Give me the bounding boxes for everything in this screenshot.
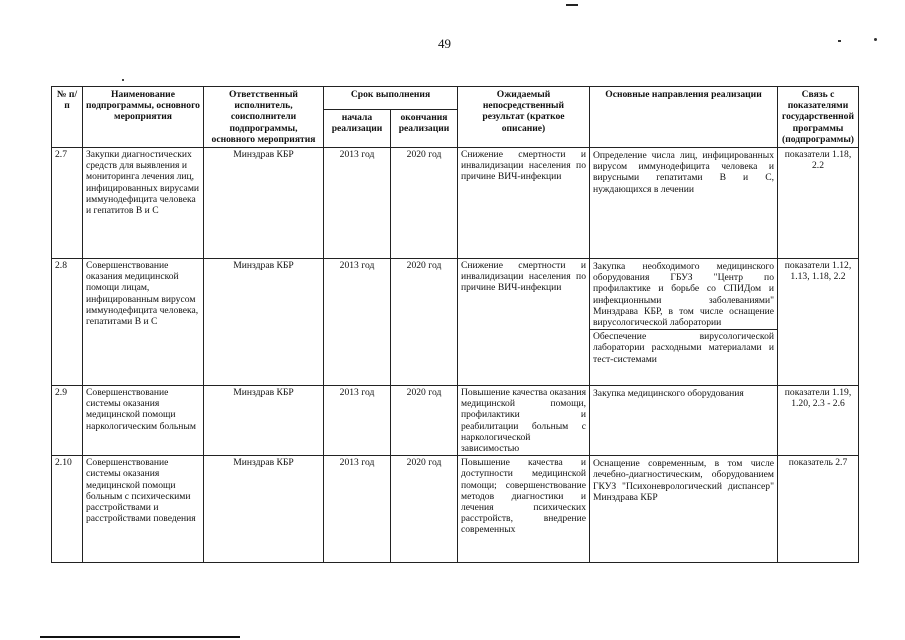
row-num: 2.10 <box>52 456 83 563</box>
row-name: Совершенствование оказания медицинской помощи лицам, инфицированным вирусом иммунодефицита человека, гепатитами В и С <box>83 259 204 386</box>
row-executor: Минздрав КБР <box>204 259 324 386</box>
row-directions <box>590 259 778 386</box>
row-name: Совершенствование системы оказания медицинской помощи наркологическим больным <box>83 386 204 456</box>
header-directions: Основные направления реализации <box>590 87 778 148</box>
row-executor: Минздрав КБР <box>204 456 324 563</box>
header-name: Наименование подпрограммы, основного мероприятия <box>83 87 204 148</box>
row-end: 2020 год <box>391 259 458 386</box>
header-link: Связь с показателями государственной программы (подпрограммы) <box>778 87 859 148</box>
row-link: показатели 1.18, 2.2 <box>778 148 859 259</box>
row-directions <box>590 386 778 456</box>
row-start: 2013 год <box>324 148 391 259</box>
direction-item: Оснащение современным, в том числе лечебно-диагностическим, оборудованием ГКУЗ "Психоневрологический диспансер" Минздрава КБР <box>593 458 774 503</box>
row-start: 2013 год <box>324 259 391 386</box>
row-result: Снижение смертности и инвалидизации населения по причине ВИЧ-инфекции <box>458 259 590 386</box>
header-end: окончания реализации <box>391 109 458 147</box>
row-start: 2013 год <box>324 456 391 563</box>
scan-speck <box>874 38 877 41</box>
scan-speck <box>838 40 841 42</box>
row-executor: Минздрав КБР <box>204 386 324 456</box>
header-num: № п/п <box>52 87 83 148</box>
header-row <box>52 87 859 110</box>
row-directions <box>590 456 778 563</box>
row-end: 2020 год <box>391 386 458 456</box>
header-executor: Ответственный исполнитель, соисполнители подпрограммы, основного мероприятия <box>204 87 324 148</box>
header-start: начала реализации <box>324 109 391 147</box>
row-result: Снижение смертности и инвалидизации населения по причине ВИЧ-инфекции <box>458 148 590 259</box>
page-number: 49 <box>438 36 451 51</box>
row-name: Закупки диагностических средств для выявления и мониторинга лечения лиц, инфицированных вирусами иммунодефицита человека и гепатитов В и С <box>83 148 204 259</box>
row-num: 2.8 <box>52 259 83 386</box>
row-directions <box>590 148 778 259</box>
direction-item: Обеспечение вирусологической лаборатории расходными материалами и тест-системами <box>590 329 777 366</box>
row-link: показатель 2.7 <box>778 456 859 563</box>
row-result: Повышение качества оказания медицинской помощи, профилактики и реабилитации больным с наркологической зависимостью <box>458 386 590 456</box>
row-executor: Минздрав КБР <box>204 148 324 259</box>
row-num: 2.9 <box>52 386 83 456</box>
row-end: 2020 год <box>391 456 458 563</box>
table-row <box>52 259 859 386</box>
direction-item: Закупка необходимого медицинского оборудования ГБУЗ "Центр по профилактике и борьбе со СПИДом и инфекционными заболеваниями" Минздрава КБР, в том числе оснащение вирусологической лаборатории <box>593 261 774 329</box>
row-link: показатели 1.19, 1.20, 2.3 - 2.6 <box>778 386 859 456</box>
direction-item: Закупка медицинского оборудования <box>593 388 744 400</box>
header-result: Ожидаемый непосредственный результат (краткое описание) <box>458 87 590 148</box>
scan-speck <box>122 79 124 81</box>
row-result: Повышение качества и доступности медицинской помощи; совершенствование методов диагностики и лечения психических расстройств, внедрение современных <box>458 456 590 563</box>
row-name: Совершенствование системы оказания медицинской помощи больным с психическими расстройствами и расстройствами поведения <box>83 456 204 563</box>
table-row <box>52 386 859 456</box>
row-link: показатели 1.12, 1.13, 1.18, 2.2 <box>778 259 859 386</box>
row-num: 2.7 <box>52 148 83 259</box>
top-dash-mark <box>566 4 578 6</box>
row-start: 2013 год <box>324 386 391 456</box>
row-end: 2020 год <box>391 148 458 259</box>
table-row <box>52 148 859 259</box>
program-table <box>51 86 859 563</box>
bottom-rule <box>40 636 240 638</box>
direction-item: Определение числа лиц, инфицированных вирусом иммунодефицита человека и вирусными гепатитами В и С, нуждающихся в лечении <box>593 150 774 195</box>
header-period: Срок выполнения <box>324 87 458 110</box>
table-row <box>52 456 859 563</box>
